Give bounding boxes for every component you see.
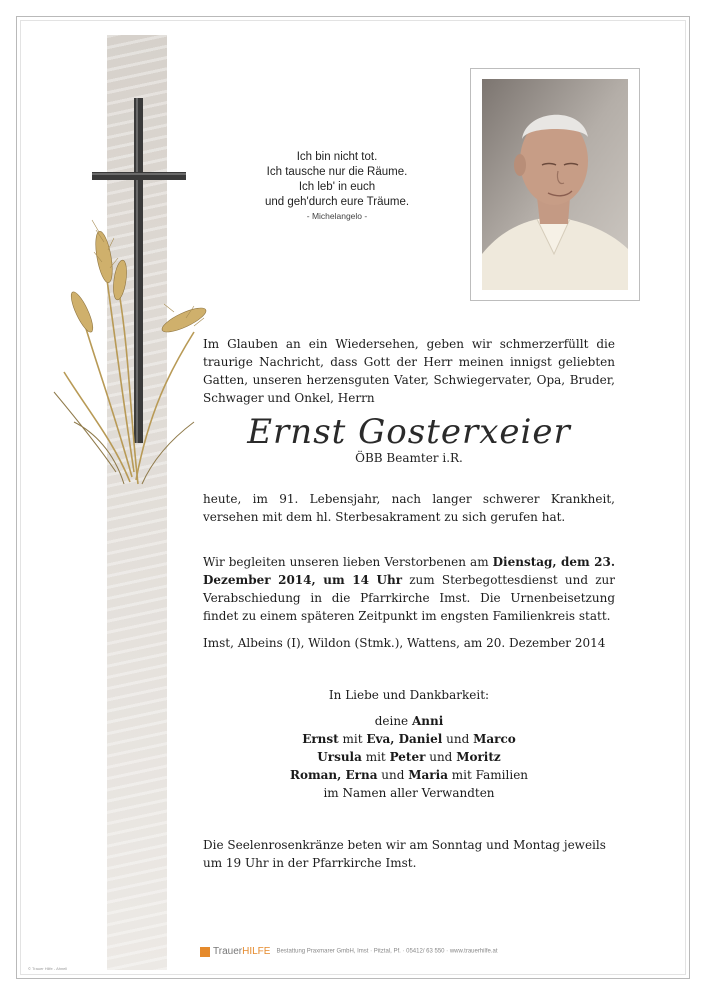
service-text (203, 553, 615, 625)
signer-text: mit Familien (447, 768, 529, 782)
footer-text: Bestattung Praxmarer GmbH, Imst · Pitztal, Pf. · 05412/ 63 550 · www.trauerhilfe.at (276, 948, 498, 955)
signer-line (203, 712, 615, 730)
signer-name: Moritz (456, 750, 501, 764)
signers-block (203, 712, 615, 802)
quote-line: Ich leb' in euch (298, 181, 376, 193)
service-text-part2: zum Sterbegottesdienst und zur Verabschiedung in die Pfarrkirche Imst. Die Urnenbeisetzung findet zu einem späteren Zeitpunkt im engsten Familienkreis statt. (203, 573, 615, 623)
signer-line (203, 766, 615, 784)
copyright-note: © Trauer Hilfe - Ahnell (28, 966, 68, 971)
signer-name: Ernst (302, 732, 339, 746)
cross-icon (44, 92, 214, 492)
signer-line (203, 748, 615, 766)
signer-text: und (425, 750, 457, 764)
logo-icon (200, 947, 210, 957)
quote-author: - Michelangelo - (306, 211, 368, 221)
rosary-text: Die Seelenrosenkränze beten wir am Sonntag und Montag jeweils um 19 Uhr in der Pfarrkirche Imst. (203, 838, 606, 870)
signer-text: mit (361, 750, 390, 764)
footer (200, 946, 498, 960)
signer-text: deine (374, 714, 412, 728)
logo-text-b: HILFE (242, 946, 271, 957)
quote-block (232, 150, 442, 222)
quote-line: und geh'durch eure Träume. (264, 196, 410, 208)
intro-text: Im Glauben an ein Wiedersehen, geben wir schmerzerfüllt die traurige Nachricht, dass Gott der Herr meinen innigst geliebten Gatten, unseren herzensguten Vater, Schwiegervater, Opa, Bruder, Schwager und Onkel, Herrn (203, 337, 615, 405)
place-date: Imst, Albeins (I), Wildon (Stmk.), Wattens, am 20. Dezember 2014 (203, 636, 606, 650)
portrait-frame (470, 68, 640, 301)
cross-wheat-illustration (44, 92, 214, 492)
signer-text: mit (338, 732, 367, 746)
signer-line: im Namen aller Verwandten (323, 786, 495, 800)
logo-text-a: Trauer (213, 946, 243, 957)
service-text-part1: Wir begleiten unseren lieben Verstorbenen am (203, 555, 493, 569)
signer-name: Maria (408, 768, 448, 782)
signer-name: Ursula (317, 750, 362, 764)
portrait-icon (482, 79, 628, 290)
quote-line: Ich bin nicht tot. (296, 151, 378, 163)
signer-name: Anni (411, 714, 444, 728)
signer-name: Marco (473, 732, 516, 746)
service-date: Dienstag, dem 23. Dezember 2014, um 14 Uhr (203, 555, 615, 587)
signer-name: Peter (389, 750, 426, 764)
signer-text: und (377, 768, 409, 782)
passing-text: heute, im 91. Lebensjahr, nach langer schwerer Krankheit, versehen mit dem hl. Sterbesakrament zu sich gerufen hat. (203, 492, 615, 524)
quote-line: Ich tausche nur die Räume. (266, 166, 408, 178)
signer-line (203, 730, 615, 748)
closing-line: In Liebe und Dankbarkeit: (328, 688, 490, 702)
footer-logo (213, 946, 270, 957)
deceased-title: ÖBB Beamter i.R. (355, 451, 463, 465)
signer-name: Eva, Daniel (366, 732, 443, 746)
signer-text: und (442, 732, 474, 746)
signer-name: Roman, Erna (289, 768, 378, 782)
deceased-name: Ernst Gosterxeier (247, 412, 571, 452)
portrait-photo (482, 79, 628, 290)
